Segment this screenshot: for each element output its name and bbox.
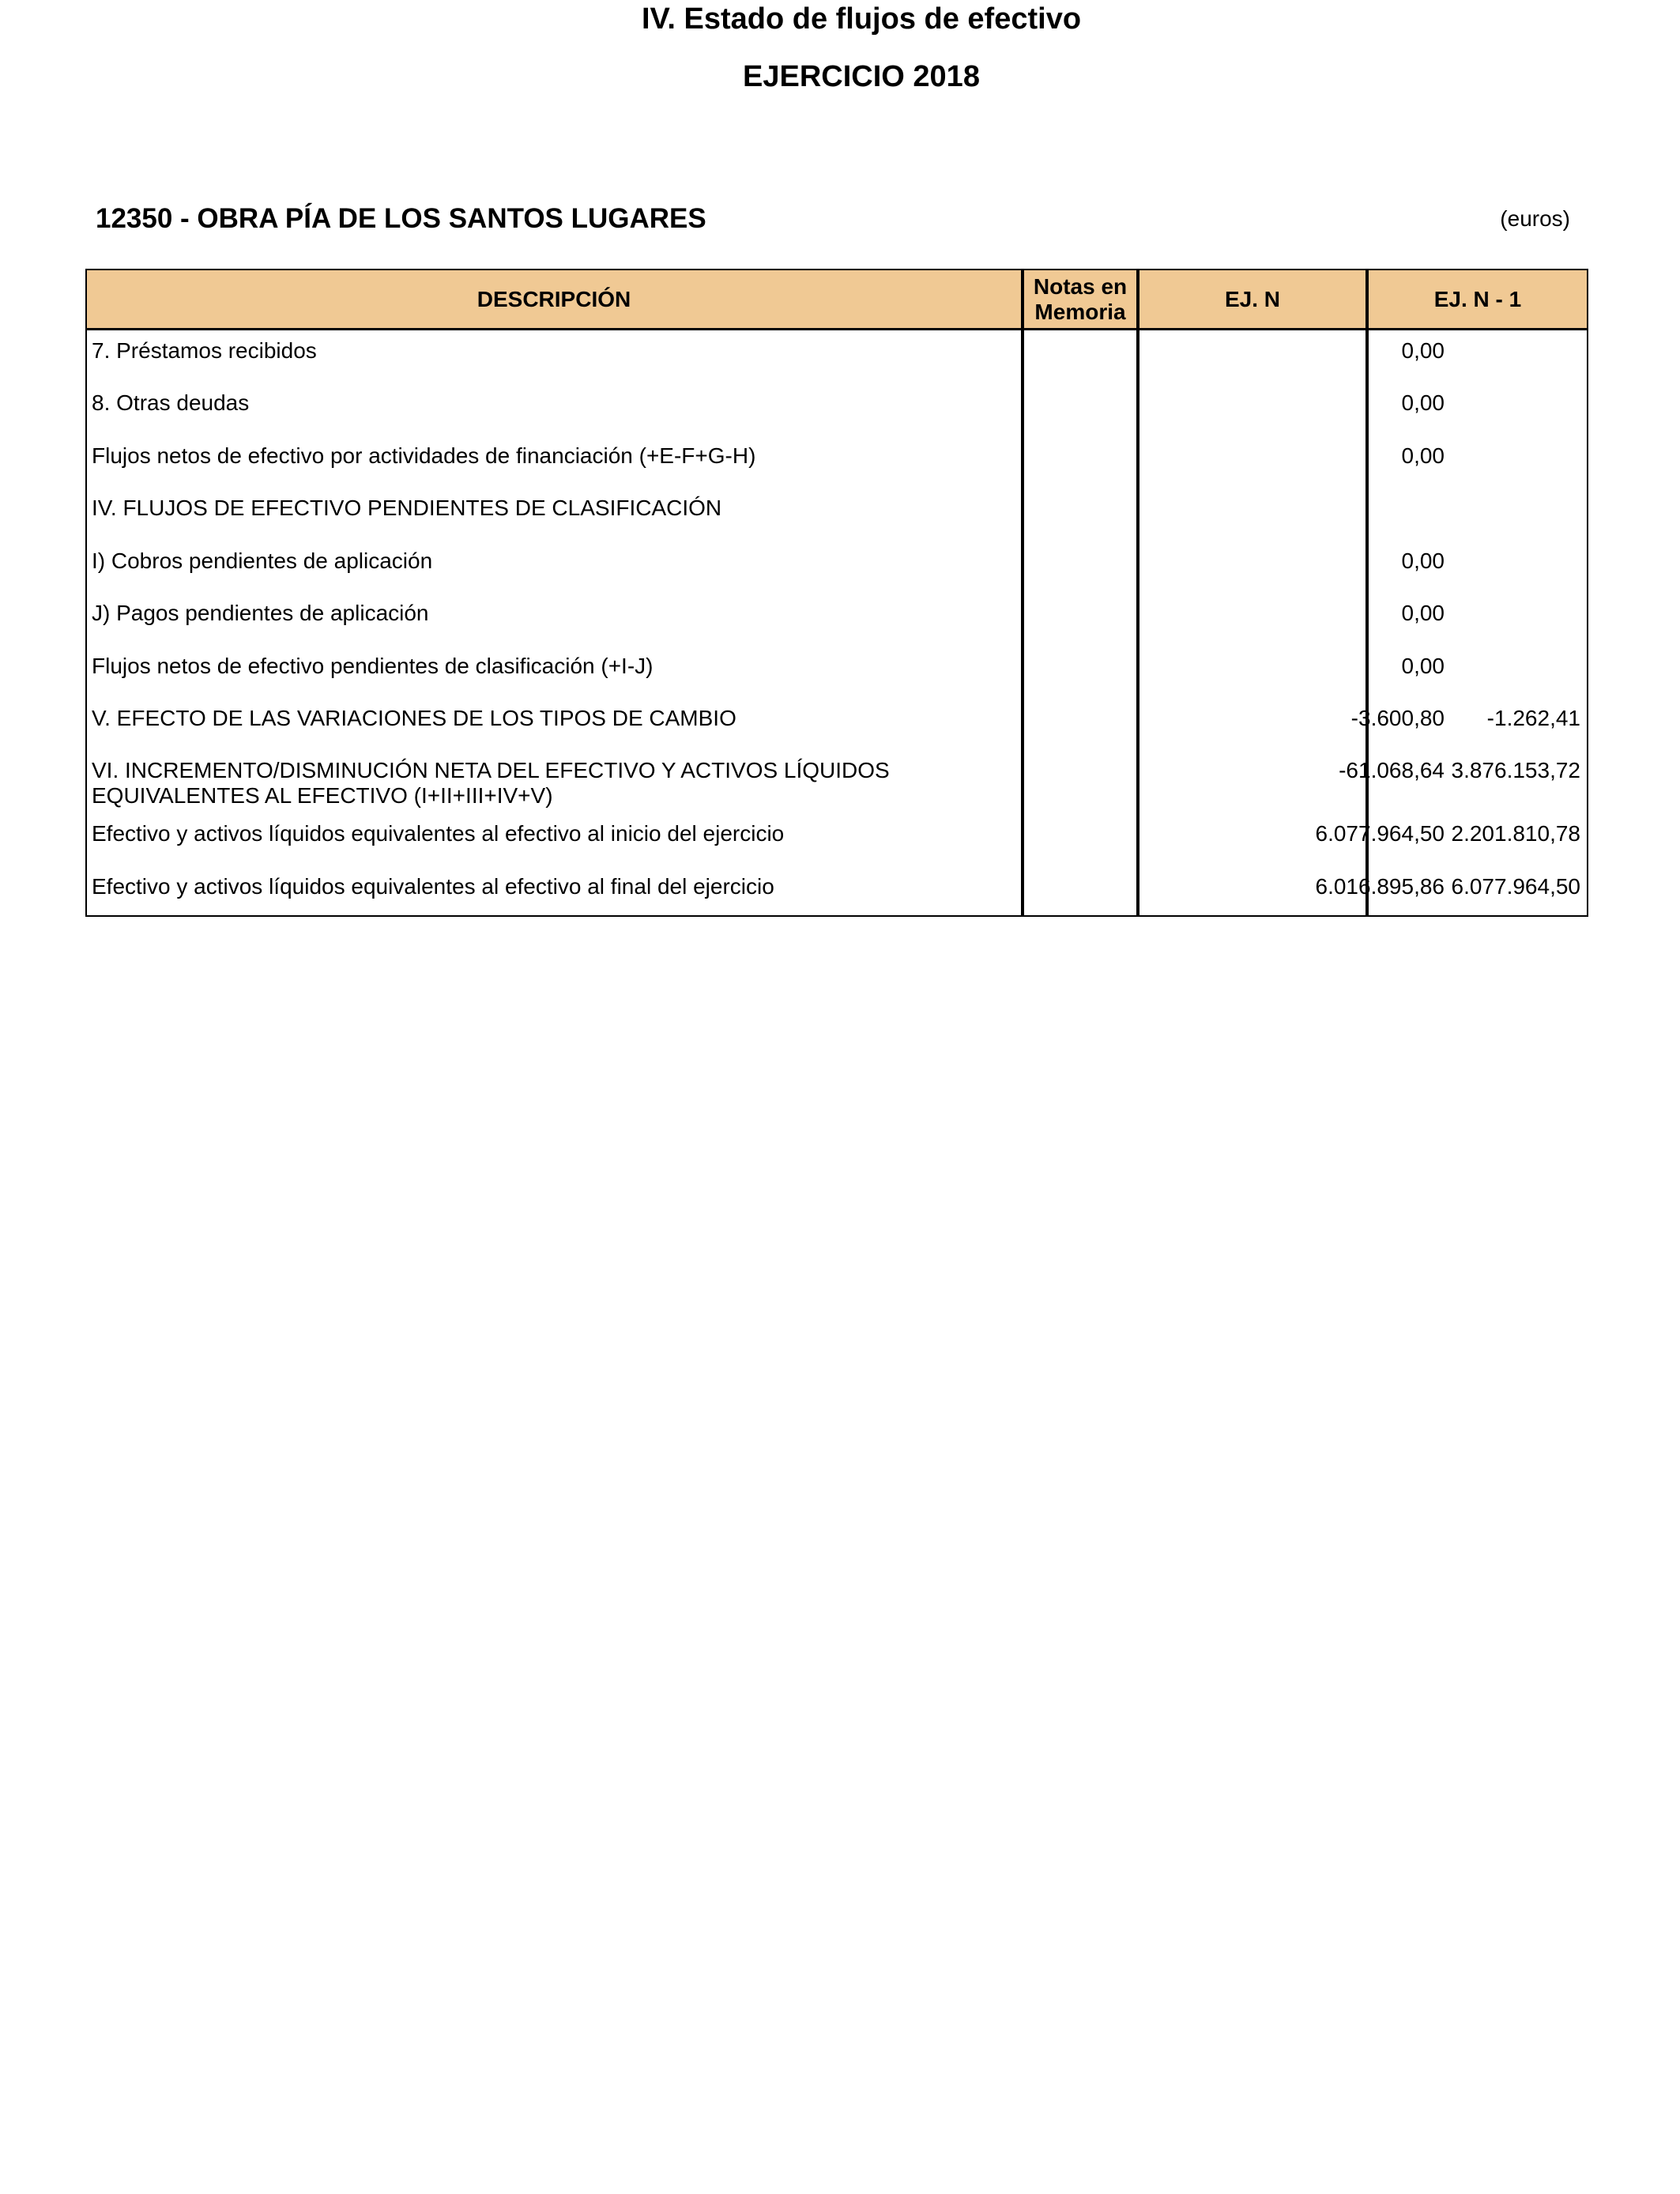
row-description: Flujos netos de efectivo por actividades de financiación (+E-F+G-H)	[92, 443, 756, 468]
row-value-ej-n: 0,00	[1401, 548, 1445, 573]
cash-flow-table	[85, 269, 1588, 917]
row-value-ej-n: -61.068,64	[1339, 758, 1445, 782]
row-description: IV. FLUJOS DE EFECTIVO PENDIENTES DE CLASIFICACIÓN	[92, 496, 722, 520]
row-value-ej-n: 0,00	[1401, 601, 1445, 625]
row-description: Flujos netos de efectivo pendientes de clasificación (+I-J)	[92, 654, 654, 678]
column-header-notas-line2: Memoria	[1034, 299, 1126, 324]
row-value-ej-n: -3.600,80	[1350, 706, 1445, 730]
column-divider	[1365, 270, 1369, 915]
column-divider	[1136, 270, 1139, 915]
row-value-ej-n: 0,00	[1401, 390, 1445, 415]
row-description: J) Pagos pendientes de aplicación	[92, 601, 429, 625]
column-header-ej-n: EJ. N	[1224, 286, 1281, 311]
row-value-ej-n: 0,00	[1401, 338, 1445, 363]
row-value-ej-n: 0,00	[1401, 443, 1445, 468]
column-header-notas-line1: Notas en	[1033, 273, 1128, 299]
row-description: 8. Otras deudas	[92, 390, 250, 415]
row-description: I) Cobros pendientes de aplicación	[92, 548, 433, 573]
column-header-descripcion: DESCRIPCIÓN	[477, 286, 631, 311]
row-value-ej-n: 6.016.895,86	[1315, 874, 1445, 899]
report-title: IV. Estado de flujos de efectivo	[641, 2, 1082, 36]
column-header-notas	[1024, 270, 1136, 328]
currency-unit: (euros)	[1500, 206, 1570, 231]
row-description	[92, 758, 1008, 809]
row-value-ej-n: 0,00	[1401, 654, 1445, 678]
row-description: Efectivo y activos líquidos equivalentes al efectivo al inicio del ejercicio	[92, 821, 785, 846]
row-description: Efectivo y activos líquidos equivalentes al efectivo al final del ejercicio	[92, 874, 774, 899]
row-description: 7. Préstamos recibidos	[92, 338, 317, 363]
row-value-ej-n1: 3.876.153,72	[1451, 758, 1580, 782]
row-value-ej-n1: 2.201.810,78	[1451, 821, 1580, 846]
row-description-line2: EQUIVALENTES AL EFECTIVO (I+II+III+IV+V)	[92, 783, 553, 808]
entity-name: 12350 - OBRA PÍA DE LOS SANTOS LUGARES	[96, 203, 706, 234]
row-value-ej-n: 6.077.964,50	[1315, 821, 1445, 846]
row-value-ej-n1: 6.077.964,50	[1451, 874, 1580, 899]
column-divider	[1021, 270, 1024, 915]
column-header-ej-n1: EJ. N - 1	[1433, 286, 1522, 311]
row-value-ej-n1: -1.262,41	[1486, 706, 1580, 730]
row-description: V. EFECTO DE LAS VARIACIONES DE LOS TIPOS DE CAMBIO	[92, 706, 736, 730]
row-description-line1: VI. INCREMENTO/DISMINUCIÓN NETA DEL EFECTIVO Y ACTIVOS LÍQUIDOS	[92, 758, 890, 782]
report-year: EJERCICIO 2018	[743, 60, 980, 93]
table-header	[87, 270, 1587, 330]
